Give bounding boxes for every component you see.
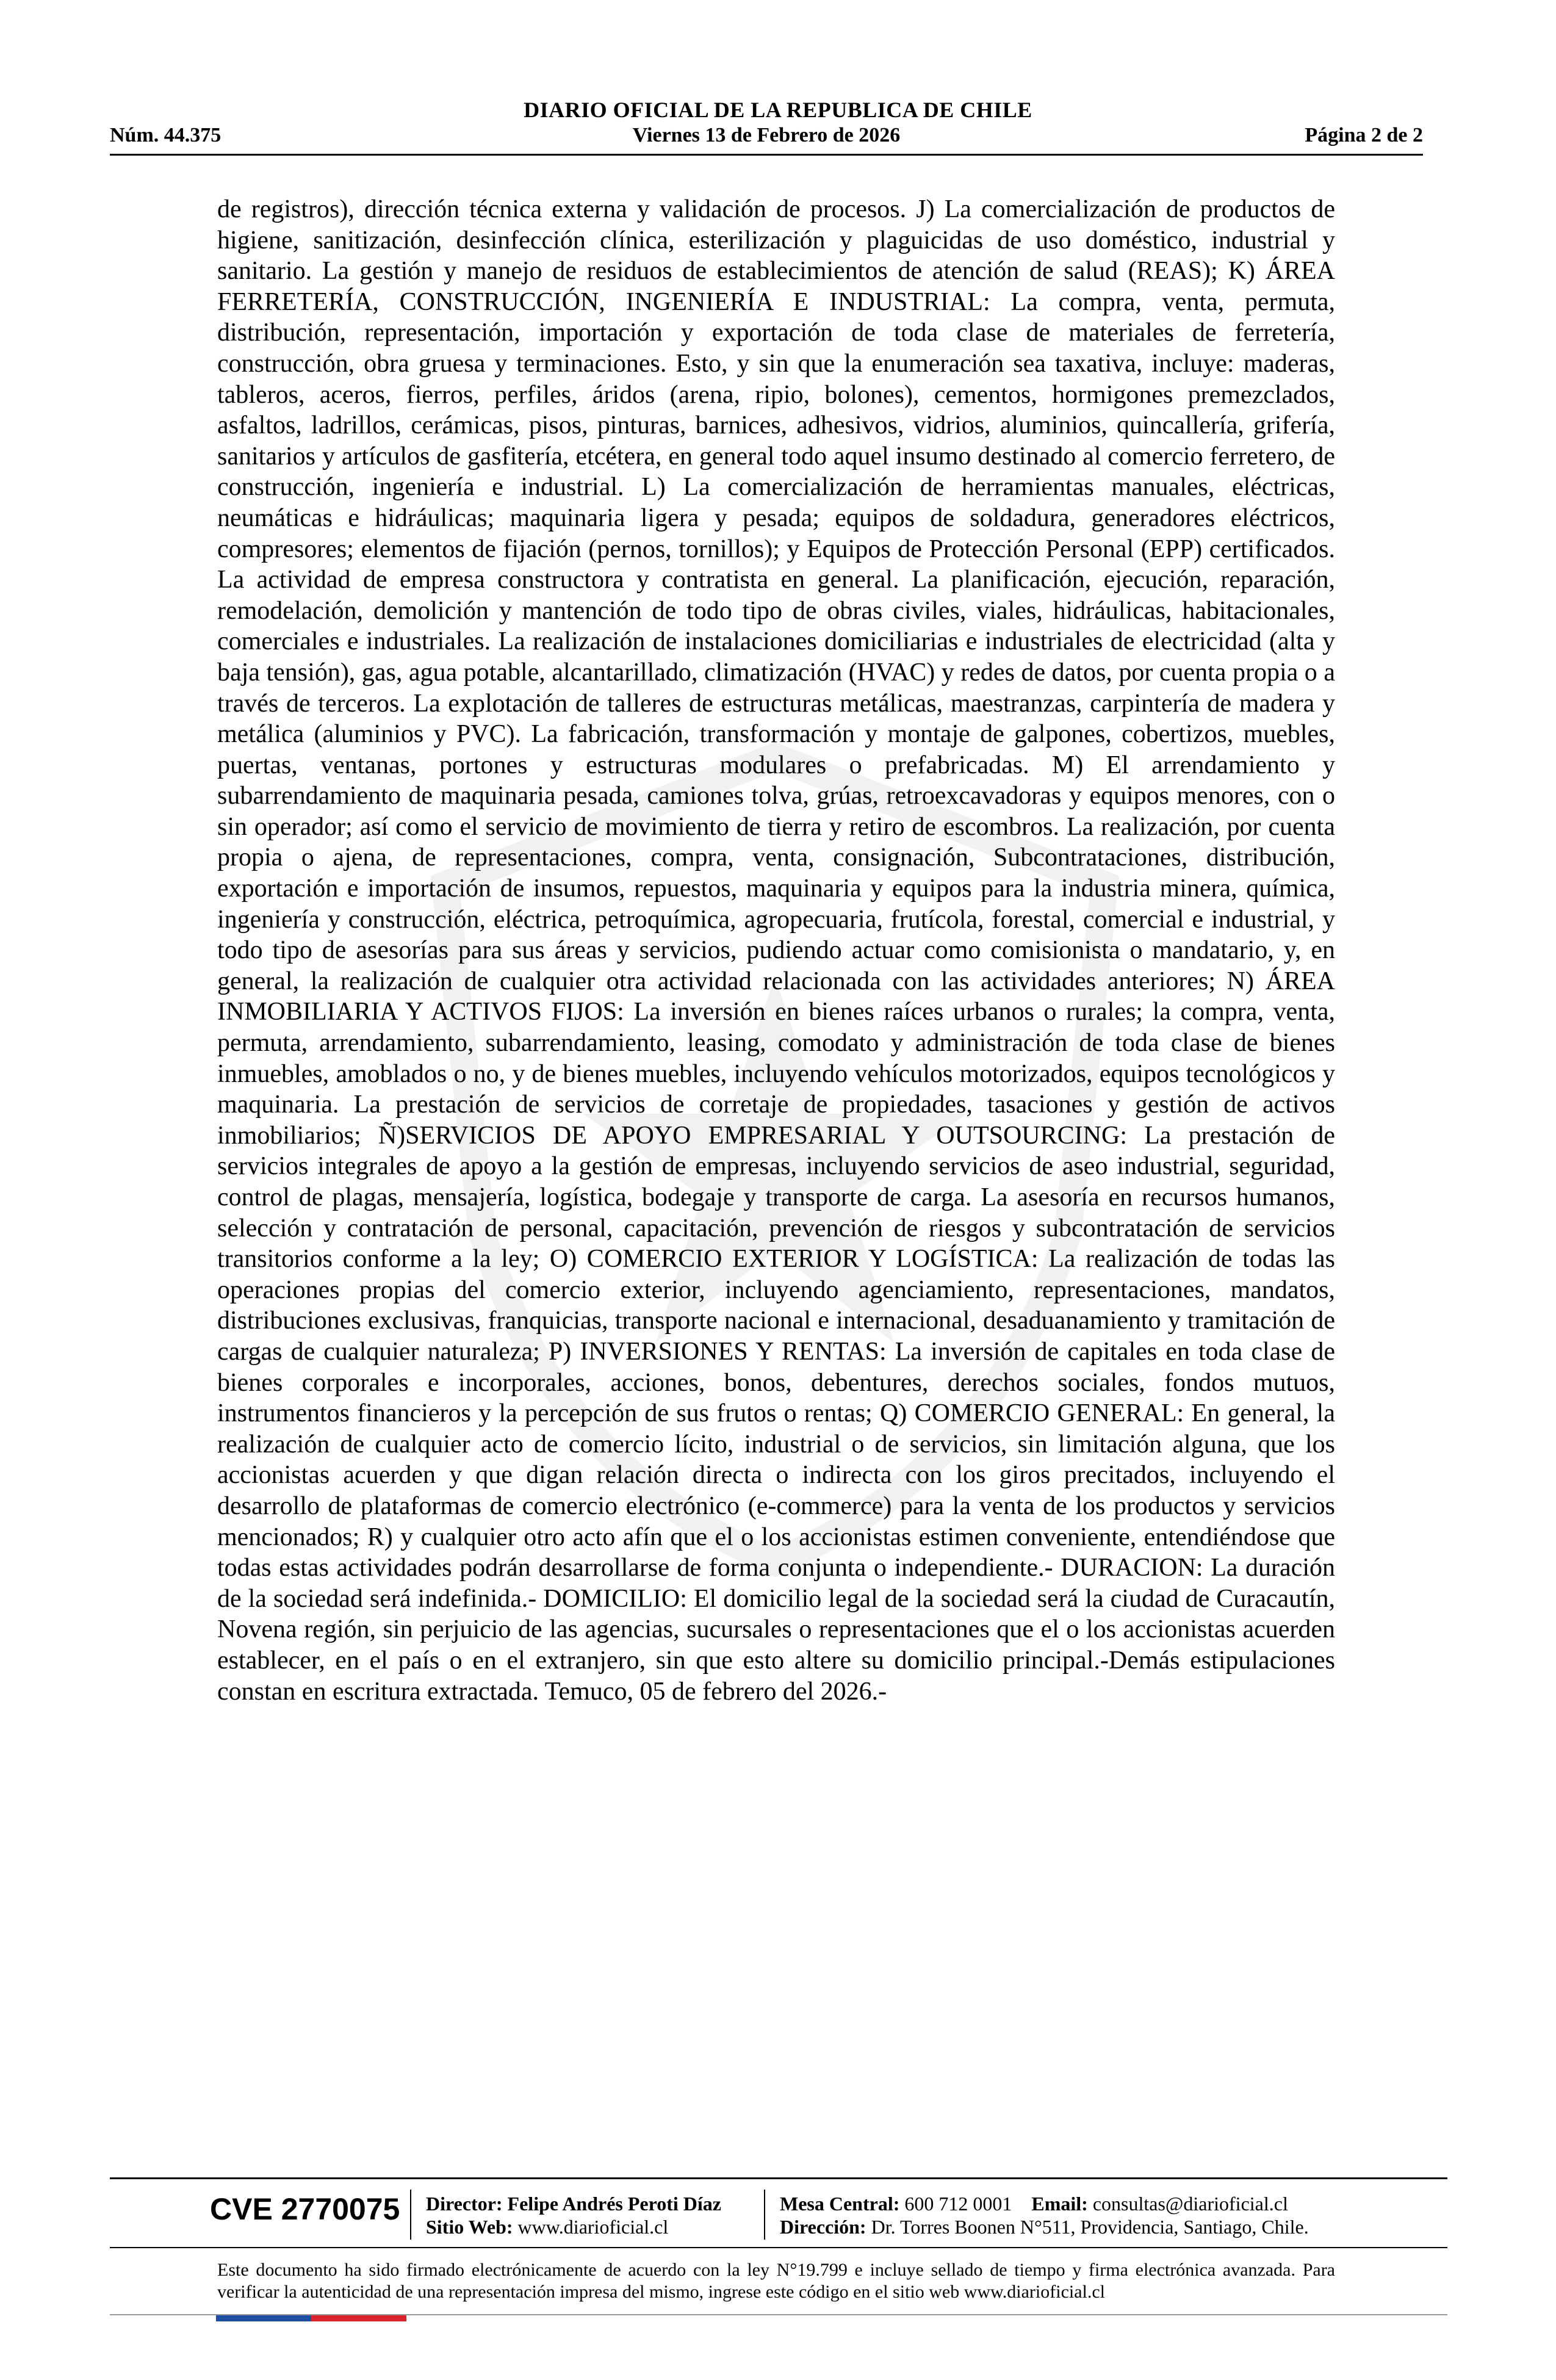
director-label: Director: <box>426 2193 503 2215</box>
website-label: Sitio Web: <box>426 2216 513 2238</box>
footer-separator <box>764 2190 765 2240</box>
phone-label: Mesa Central: <box>780 2193 900 2215</box>
issue-number: Núm. 44.375 <box>110 124 222 146</box>
flag-red-segment <box>311 2315 406 2321</box>
legal-notice: Este documento ha sido firmado electrónicamente de acuerdo con la ley N°19.799 e incluye sellado de tiempo y firma electrónica avanzada. Para verificar la autenticidad de una representación impresa del mismo, ingrese este código en el sitio web www.diarioficial.cl <box>217 2260 1335 2302</box>
header-divider <box>110 154 1423 156</box>
address-value: Dr. Torres Boonen N°511, Providencia, Santiago, Chile. <box>871 2216 1309 2238</box>
footer-mid-divider <box>110 2247 1447 2248</box>
cve-code: CVE 2770075 <box>210 2192 400 2226</box>
flag-blue-segment <box>216 2315 311 2321</box>
gazette-title: DIARIO OFICIAL DE LA REPUBLICA DE CHILE <box>524 98 1032 122</box>
director-name: Felipe Andrés Peroti Díaz <box>507 2193 721 2215</box>
footer-director-block <box>426 2192 721 2238</box>
footer-top-divider <box>110 2177 1447 2179</box>
header-info-row <box>110 122 1423 149</box>
footer-separator <box>410 2190 411 2240</box>
issue-date: Viernes 13 de Febrero de 2026 <box>632 124 901 146</box>
document-body: de registros), dirección técnica externa y validación de procesos. J) La comercialización de productos de higiene, sanitización, desinfección clínica, esterilización y plaguicidas de uso doméstico, industrial y sanitario. La gestión y manejo de residuos de establecimientos de atención de salud (REAS); K) ÁREA FERRETERÍA, CONSTRUCCIÓN, INGENIERÍA E INDUSTRIAL: La compra, venta, permuta, distribución, representación, importación y exportación de toda clase de materiales de ferretería, construcción, obra gruesa y terminaciones. Esto, y sin que la enumeración sea taxativa, incluye: maderas, tableros, aceros, fierros, perfiles, áridos (arena, ripio, bolones), cementos, hormigones premezclados, asfaltos, ladrillos, cerámicas, pisos, pinturas, barnices, adhesivos, vidrios, aluminios, quincallería, grifería, sanitarios y artículos de gasfitería, etcétera, en general todo aquel insumo destinado al comercio ferretero, de construcción, ingeniería e industrial. L) La comercialización de herramientas manuales, eléctricas, neumáticas e hidráulicas; maquinaria ligera y pesada; equipos de soldadura, generadores eléctricos, compresores; elementos de fijación (pernos, tornillos); y Equipos de Protección Personal (EPP) certificados. La actividad de empresa constructora y contratista en general. La planificación, ejecución, reparación, remodelación, demolición y mantención de todo tipo de obras civiles, viales, hidráulicas, habitacionales, comerciales e industriales. La realización de instalaciones domiciliarias e industriales de electricidad (alta y baja tensión), gas, agua potable, alcantarillado, climatización (HVAC) y redes de datos, por cuenta propia o a través de terceros. La explotación de talleres de estructuras metálicas, maestranzas, carpintería de madera y metálica (aluminios y PVC). La fabricación, transformación y montaje de galpones, cobertizos, muebles, puertas, ventanas, portones y estructuras modulares o prefabricadas. M) El arrendamiento y subarrendamiento de maquinaria pesada, camiones tolva, grúas, retroexcavadoras y equipos menores, con o sin operador; así como el servicio de movimiento de tierra y retiro de escombros. La realización, por cuenta propia o ajena, de representaciones, compra, venta, consignación, Subcontrataciones, distribución, exportación e importación de insumos, repuestos, maquinaria y equipos para la industria minera, química, ingeniería y construcción, eléctrica, petroquímica, agropecuaria, frutícola, forestal, comercial e industrial, y todo tipo de asesorías para sus áreas y servicios, pudiendo actuar como comisionista o mandatario, y, en general, la realización de cualquier otra actividad relacionada con las actividades anteriores; N) ÁREA INMOBILIARIA Y ACTIVOS FIJOS: La inversión en bienes raíces urbanos o rurales; la compra, venta, permuta, arrendamiento, subarrendamiento, leasing, comodato y administración de toda clase de bienes inmuebles, amoblados o no, y de bienes muebles, incluyendo vehículos motorizados, equipos tecnológicos y maquinaria. La prestación de servicios de corretaje de propiedades, tasaciones y gestión de activos inmobiliarios; Ñ)SERVICIOS DE APOYO EMPRESARIAL Y OUTSOURCING: La prestación de servicios integrales de apoyo a la gestión de empresas, incluyendo servicios de aseo industrial, seguridad, control de plagas, mensajería, logística, bodegaje y transporte de carga. La asesoría en recursos humanos, selección y contratación de personal, capacitación, prevención de riesgos y subcontratación de servicios transitorios conforme a la ley; O) COMERCIO EXTERIOR Y LOGÍSTICA: La realización de todas las operaciones propias del comercio exterior, incluyendo agenciamiento, representaciones, mandatos, distribuciones exclusivas, franquicias, transporte nacional e internacional, desaduanamiento y tramitación de cargas de cualquier naturaleza; P) INVERSIONES Y RENTAS: La inversión de capitales en toda clase de bienes corporales e incorporales, acciones, bonos, debentures, derechos sociales, fondos mutuos, instrumentos financieros y la percepción de sus frutos o rentas; Q) COMERCIO GENERAL: En general, la realización de cualquier acto de comercio lícito, industrial o de servicios, sin limitación alguna, que los accionistas acuerden y que digan relación directa o indirecta con los giros precitados, incluyendo el desarrollo de plataformas de comercio electrónico (e-commerce) para la venta de los productos y servicios mencionados; R) y cualquier otro acto afín que el o los accionistas estimen conveniente, entendiéndose que todas estas actividades podrán desarrollarse de forma conjunta o independiente.- DURACION: La duración de la sociedad será indefinida.- DOMICILIO: El domicilio legal de la sociedad será la ciudad de Curacautín, Novena región, sin perjuicio de las agencias, sucursales o representaciones que el o los accionistas acuerden establecer, en el país o en el extranjero, sin que esto altere su domicilio principal.-Demás estipulaciones constan en escritura extractada. Temuco, 05 de febrero del 2026.- <box>217 195 1335 1706</box>
footer-contact-block <box>780 2192 1309 2238</box>
email-link[interactable]: consultas@diarioficial.cl <box>1092 2193 1288 2215</box>
page-number: Página 2 de 2 <box>1305 124 1423 146</box>
phone-value: 600 712 0001 <box>904 2193 1012 2215</box>
website-link[interactable]: www.diarioficial.cl <box>517 2216 669 2238</box>
email-label: Email: <box>1031 2193 1088 2215</box>
flag-stripe <box>216 2315 406 2321</box>
address-label: Dirección: <box>780 2216 866 2238</box>
